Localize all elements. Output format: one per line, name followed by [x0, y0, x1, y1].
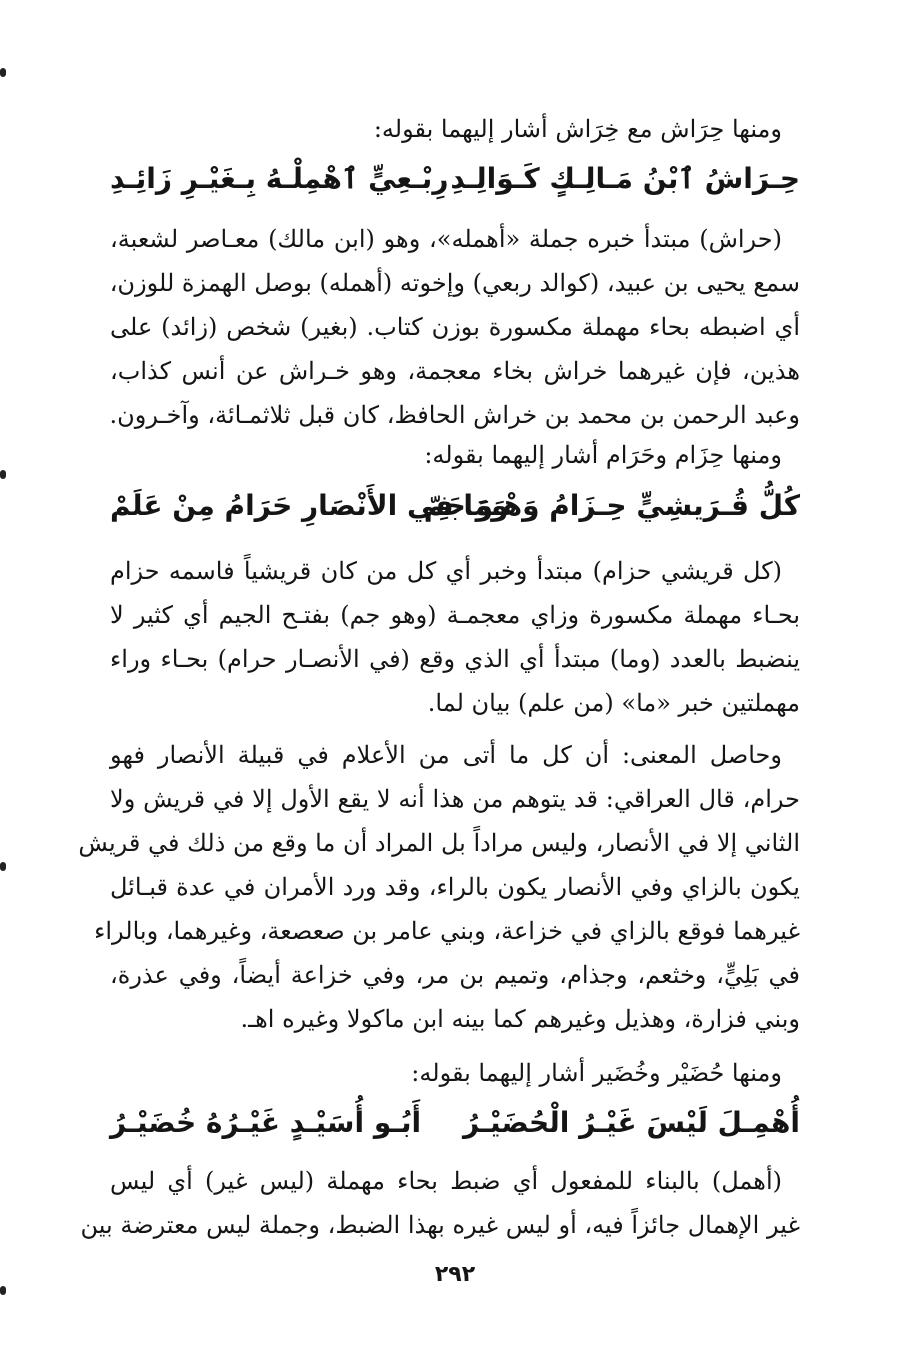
commentary-line: ينضبط بالعدد (وما) مبتدأ أي الذي وقع (في الأنصـار حرام) بحـاء وراء — [110, 645, 800, 673]
commentary-line: يكون بالزاي وفي الأنصار يكون بالراء، وقد ورد الأمران في عدة قبـائل — [110, 873, 800, 901]
commentary-line: حرام، قال العراقي: قد يتوهم من هذا أنه لا يقع الأول إلا في قريش ولا — [110, 785, 800, 813]
verse-hemistich-second: رِبْـعِيٍّ ٱهْمِلْـهُ بِـغَيْـرِ زَائِـدِ — [110, 162, 449, 195]
verse-hemistich-second: أَبُـو أُسَيْـدٍ غَيْـرُهُ خُضَيْـرُ — [110, 1106, 422, 1139]
binding-mark — [0, 470, 6, 479]
page-number: ٢٩٢ — [434, 1262, 476, 1287]
section-intro-hirash: ومنها حِرَاش مع خِرَاش أشار إليهما بقوله: — [373, 115, 782, 143]
commentary-line: غيرهما فوقع بالزاي في خزاعة، وبني عامر بن صعصعة، وغيرهما، وبالراء — [94, 917, 800, 945]
verse-hemistich-first: أُهْمِـلَ لَيْسَ غَيْـرُ الْحُضَيْـرُ — [463, 1106, 800, 1139]
commentary-line: في بَلِيٍّ، وخثعم، وجذام، وتميم بن مر، وفي خزاعة أيضاً، وفي عذرة، — [110, 961, 800, 989]
commentary-line: مهملتين خبر «ما» (من علم) بيان لما. — [427, 689, 800, 717]
commentary-line: سمع يحيى بن عبيد، (كوالد ربعي) وإخوته (أهمله) بوصل الهمزة للوزن، — [109, 269, 800, 297]
section-intro-hizam: ومنها حِزَام وحَرَام أشار إليهما بقوله: — [424, 441, 782, 469]
binding-mark — [0, 1286, 6, 1295]
verse-hemistich-first: كُلُّ قُـرَيشِيٍّ حِـزَامُ وَهْـوَ جَمّ — [423, 489, 800, 522]
commentary-line: غير الإهمال جائزاً فيه، أو ليس غيره بهذا الضبط، وجملة ليس معترضة بين — [80, 1211, 800, 1239]
commentary-line: بحـاء مهملة مكسورة وزاي معجمـة (وهو جم) بفتـح الجيم أي كثير لا — [110, 601, 800, 629]
commentary-line: الثاني إلا في الأنصار، وليس مراداً بل المراد أن ما وقع من ذلك في قريش — [78, 829, 800, 857]
commentary-line: وبني فزارة، وهذيل وغيرهم كما بينه ابن ماكولا وغيره اهـ. — [240, 1005, 800, 1033]
commentary-line: وحاصل المعنى: أن كل ما أتى من الأعلام في قبيلة الأنصار فهو — [110, 741, 782, 769]
binding-mark — [0, 68, 6, 77]
verse-hemistich-first: حِـرَاشُ ٱبْنُ مَـالِـكٍ كَـوَالِـدِ — [450, 162, 800, 195]
commentary-line: هذين، فإن غيرهما خراش بخاء معجمة، وهو خـراش عن أنس كذاب، — [110, 357, 800, 385]
commentary-line: (كل قريشي حزام) مبتدأ وخبر أي كل من كان قريشياً فاسمه حزام — [110, 557, 782, 585]
commentary-line: (حراش) مبتدأ خبره جملة «أهمله»، وهو (ابن مالك) معـاصر لشعبة، — [110, 225, 782, 253]
verse-hemistich-second: وَمَا فِي الأَنْصَارِ حَرَامُ مِنْ عَلَمْ — [110, 489, 509, 522]
commentary-line: أي اضبطه بحاء مهملة مكسورة بوزن كتاب. (بغير) شخص (زائد) على — [110, 313, 800, 341]
commentary-line: وعبد الرحمن بن محمد بن خراش الحافظ، كان قبل ثلاثمـائة، وآخـرون. — [109, 401, 800, 429]
commentary-line: (أهمل) بالبناء للمفعول أي ضبط بحاء مهملة (ليس غير) أي ليس — [110, 1167, 782, 1195]
binding-mark — [0, 862, 6, 871]
section-intro-hudayr: ومنها حُضَيْر وخُضَير أشار إليهما بقوله: — [411, 1059, 782, 1087]
